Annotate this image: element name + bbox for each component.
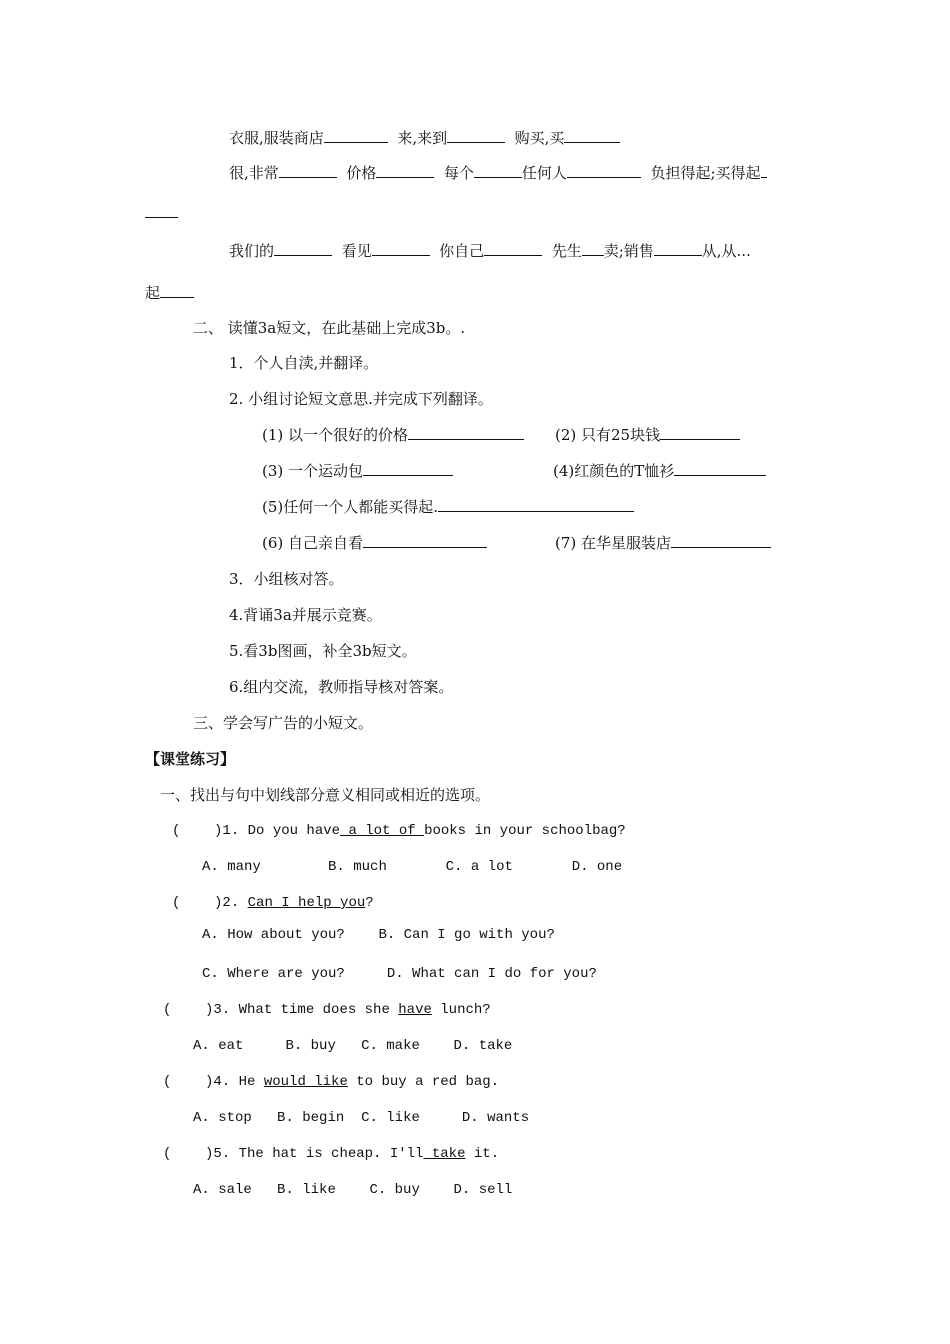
answer-blank[interactable] bbox=[145, 203, 178, 218]
section-3-title: 三、学会写广告的小短文。 bbox=[193, 714, 374, 732]
vocab-item: 负担得起;买得起 bbox=[650, 164, 761, 182]
vocab-item: 起 bbox=[145, 284, 161, 302]
practice-heading: 【课堂练习】 bbox=[145, 750, 236, 768]
options-1 bbox=[202, 857, 622, 877]
option-c: C. a lot bbox=[445, 859, 513, 875]
answer-blank[interactable] bbox=[484, 241, 542, 256]
answer-blank[interactable] bbox=[363, 461, 453, 476]
answer-blank[interactable] bbox=[160, 283, 194, 298]
vocab-item: 来,来到 bbox=[397, 129, 448, 147]
underlined-phrase: have bbox=[398, 1002, 432, 1018]
vocab-row-3-cont bbox=[145, 283, 194, 303]
option-c: C. buy bbox=[369, 1182, 420, 1198]
vocab-item: 购买,买 bbox=[514, 129, 565, 147]
step-6: 6.组内交流，教师指导核对答案。 bbox=[229, 678, 454, 696]
question-4 bbox=[163, 1072, 499, 1092]
vocab-row-3 bbox=[229, 241, 751, 261]
option-c: C. Where are you? bbox=[202, 966, 345, 982]
vocab-item: 我们的 bbox=[229, 242, 275, 260]
question-text: 3. What time does she bbox=[213, 1002, 399, 1018]
translation-prompt: (3) 一个运动包 bbox=[262, 462, 364, 480]
answer-blank[interactable] bbox=[324, 128, 388, 143]
option-b: B. begin bbox=[277, 1110, 345, 1126]
answer-paren[interactable]: ( ) bbox=[172, 895, 223, 911]
options-3 bbox=[193, 1036, 512, 1056]
vocab-item: 先生 bbox=[551, 242, 582, 260]
answer-blank[interactable] bbox=[376, 163, 434, 178]
answer-paren[interactable]: ( ) bbox=[163, 1002, 214, 1018]
underlined-phrase: would like bbox=[263, 1074, 348, 1090]
underlined-phrase: a lot of bbox=[340, 823, 425, 839]
answer-blank[interactable] bbox=[564, 128, 620, 143]
answer-blank[interactable] bbox=[674, 461, 766, 476]
question-text: 1. Do you have bbox=[222, 823, 341, 839]
vocab-item: 看见 bbox=[341, 242, 372, 260]
option-d: D. one bbox=[571, 859, 623, 875]
answer-blank[interactable] bbox=[447, 128, 505, 143]
option-d: D. sell bbox=[453, 1182, 513, 1198]
option-c: C. make bbox=[361, 1038, 420, 1054]
answer-blank[interactable] bbox=[279, 163, 337, 178]
underlined-phrase: take bbox=[423, 1146, 466, 1162]
step-1: 1．个人自渎,并翻译。 bbox=[229, 354, 379, 372]
answer-blank[interactable] bbox=[408, 425, 524, 440]
option-a: A. many bbox=[202, 859, 261, 875]
question-3 bbox=[163, 1000, 491, 1020]
vocab-item: 衣服,服装商店 bbox=[229, 129, 324, 147]
vocab-row-1 bbox=[229, 128, 620, 148]
question-text: 2. bbox=[222, 895, 248, 911]
question-2 bbox=[172, 893, 374, 913]
translation-prompt: (7) 在华星服装店 bbox=[555, 534, 672, 552]
question-text: books in your schoolbag? bbox=[424, 823, 626, 839]
answer-blank[interactable] bbox=[438, 497, 634, 512]
option-d: D. take bbox=[453, 1038, 513, 1054]
question-5 bbox=[163, 1144, 499, 1164]
step-4: 4.背诵3a并展示竞赛。 bbox=[229, 606, 382, 624]
answer-paren[interactable]: ( ) bbox=[163, 1074, 214, 1090]
option-d: D. wants bbox=[461, 1110, 530, 1126]
option-d: D. What can I do for you? bbox=[386, 966, 597, 982]
translation-prompt: (5)任何一个人都能买得起. bbox=[262, 498, 439, 516]
option-c: C. like bbox=[361, 1110, 420, 1126]
translation-prompt: (4)红颜色的T恤衫 bbox=[553, 462, 675, 480]
vocab-item: 任何人 bbox=[521, 164, 567, 182]
vocab-item: 你自己 bbox=[439, 242, 485, 260]
answer-paren[interactable]: ( ) bbox=[172, 823, 223, 839]
question-text: ? bbox=[365, 895, 374, 911]
translation-6 bbox=[262, 533, 487, 553]
option-b: B. like bbox=[277, 1182, 336, 1198]
answer-blank[interactable] bbox=[474, 163, 522, 178]
question-text: 4. He bbox=[213, 1074, 264, 1090]
translation-4 bbox=[553, 461, 766, 481]
step-5: 5.看3b图画，补全3b短文。 bbox=[229, 642, 417, 660]
option-a: A. stop bbox=[193, 1110, 252, 1126]
answer-paren[interactable]: ( ) bbox=[163, 1146, 214, 1162]
translation-2 bbox=[555, 425, 740, 445]
answer-blank[interactable] bbox=[567, 163, 641, 178]
vocab-item: 从,从... bbox=[701, 242, 751, 260]
answer-blank[interactable] bbox=[274, 241, 332, 256]
question-text: it. bbox=[465, 1146, 500, 1162]
option-a: A. eat bbox=[193, 1038, 244, 1054]
answer-blank[interactable] bbox=[363, 533, 487, 548]
underlined-phrase: Can I help you bbox=[247, 895, 366, 911]
translation-3 bbox=[262, 461, 453, 481]
option-b: B. much bbox=[328, 859, 387, 875]
option-b: B. Can I go with you? bbox=[378, 927, 555, 943]
options-2b bbox=[202, 964, 597, 984]
option-b: B. buy bbox=[285, 1038, 336, 1054]
answer-blank[interactable] bbox=[660, 425, 740, 440]
question-text: 5. The hat is cheap. I'll bbox=[213, 1146, 424, 1162]
vocab-item: 价格 bbox=[346, 164, 377, 182]
step-3: 3．小组核对答。 bbox=[229, 570, 344, 588]
answer-blank[interactable] bbox=[372, 241, 430, 256]
vocab-item: 很,非常 bbox=[229, 164, 279, 182]
translation-1 bbox=[262, 425, 524, 445]
option-a: A. How about you? bbox=[202, 927, 345, 943]
option-a: A. sale bbox=[193, 1182, 252, 1198]
vocab-row-2-cont bbox=[145, 203, 178, 223]
translation-7 bbox=[555, 533, 771, 553]
vocab-row-2 bbox=[229, 163, 767, 183]
translation-prompt: (6) 自己亲自看 bbox=[262, 534, 364, 552]
step-2: 2. 小组讨论短文意思.并完成下列翻译。 bbox=[229, 390, 493, 408]
question-text: lunch? bbox=[431, 1002, 491, 1018]
vocab-item: 每个 bbox=[443, 164, 474, 182]
answer-blank[interactable] bbox=[582, 241, 604, 256]
options-2a bbox=[202, 925, 555, 945]
answer-blank[interactable] bbox=[654, 241, 702, 256]
translation-5 bbox=[262, 497, 634, 517]
options-4 bbox=[193, 1108, 529, 1128]
options-5 bbox=[193, 1180, 512, 1200]
vocab-item: 卖;销售 bbox=[603, 242, 654, 260]
question-text: to buy a red bag. bbox=[347, 1074, 500, 1090]
translation-prompt: (2) 只有25块钱 bbox=[555, 426, 661, 444]
question-1 bbox=[172, 821, 626, 841]
practice-instruction: 一、找出与句中划线部分意义相同或相近的选项。 bbox=[160, 786, 491, 804]
answer-blank[interactable] bbox=[761, 163, 767, 178]
answer-blank[interactable] bbox=[671, 533, 771, 548]
section-2-title: 二、 读懂3a短文，在此基础上完成3b。. bbox=[193, 319, 466, 337]
translation-prompt: (1) 以一个很好的价格 bbox=[262, 426, 409, 444]
